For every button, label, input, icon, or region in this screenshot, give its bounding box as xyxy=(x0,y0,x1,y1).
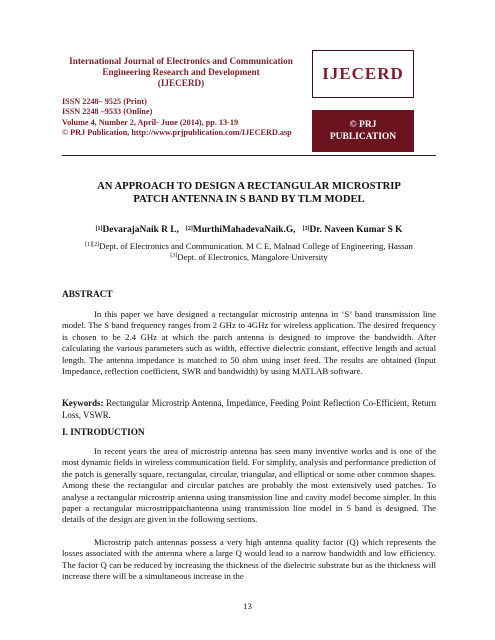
intro-paragraph: Microstrip patch antennas possess a very high antenna quality factor (Q) which represents the losses associated with the antenna where a large Q would lead to a narrow bandwidth and low efficiency. The factor Q can be reduced by increasing the thickness of the dielectric substrate but as the thickness will increase there will be a simultaneous increase in the xyxy=(62,537,436,582)
header-divider xyxy=(62,155,436,156)
page-number: 13 xyxy=(243,601,252,611)
issn-online: ISSN 2248 –9533 (Online) xyxy=(62,107,153,117)
publisher-badge-line: © PRJ xyxy=(349,119,377,130)
section-heading: I. INTRODUCTION xyxy=(62,428,145,438)
title-line: AN APPROACH TO DESIGN A RECTANGULAR MICROSTRIP xyxy=(97,181,401,192)
title-line: PATCH ANTENNA IN S BAND BY TLM MODEL xyxy=(133,194,365,206)
intro-paragraph: In recent years the area of microstrip antenna has seen many inventive works and is one of the most dynamic fields in wireless communication field. For simplify, analysis and performance prediction of the patch is generally square, rectangular, circular, triangular, and elliptical or some other common shapes. Among these the rectangular and circular patches are probably the most extensively used patches. To analyse a rectangular microstrip antenna using transmission line and cavity model become simpler. In this paper a rectangular microstrippatchantenna using transmission line model in S band is designed. The details of the design are given in the following sections. xyxy=(62,446,436,525)
journal-logo-text: IJECERD xyxy=(322,64,404,83)
keywords xyxy=(62,398,436,422)
publisher-badge-line: PUBLICATION xyxy=(329,132,397,142)
author-name: DevarajaNaik R L, xyxy=(102,225,179,235)
affiliation-text: Dept. of Electronics and Communication. M C E, Malnad College of Engineering, Hassan xyxy=(99,241,413,251)
journal-line: (IJECERD) xyxy=(157,78,205,89)
keywords-text: Rectangular Microstrip Antenna, Impedance, Feeding Point Reflection Co-Efficient, Return Loss, VSWR. xyxy=(62,398,437,420)
author-marker: [3] xyxy=(302,226,310,232)
affiliation-marker: [3] xyxy=(170,253,178,260)
paper-title xyxy=(62,180,436,207)
abstract-text: In this paper we have designed a rectangular microstrip antenna in ‘S’ band transmission line model. The S band frequency ranges from 2 GHz to 4GHz for wireless application. The desired frequency is chosen to be 2.4 GHz at which the patch antenna is designed to improve the bandwidth. After calculating the various parameters such as width, effective dielectric constant, effective length and actual length. The antenna impedance is matched to 50 ohm using inset feed. The results are obtained (Input Impedance, reflection coefficient, SWR and bandwidth) by using MATLAB software. xyxy=(62,309,436,377)
issn-block xyxy=(62,97,292,139)
affiliation-line xyxy=(62,252,436,263)
journal-name xyxy=(62,56,300,90)
keywords-label: Keywords: xyxy=(62,398,104,408)
affiliation-marker: [1][2] xyxy=(85,242,100,248)
publisher-badge xyxy=(312,110,414,152)
journal-line: Engineering Research and Development xyxy=(102,67,260,78)
author-list xyxy=(62,224,436,236)
author-marker: [1] xyxy=(95,226,103,232)
author-name: MurthiMahadevaNaik.G, xyxy=(192,225,296,235)
author-name: Dr. Naveen Kumar S K xyxy=(309,225,403,235)
journal-logo xyxy=(312,50,414,98)
affiliations xyxy=(62,241,436,264)
publisher-url: © PRJ Publication, http://www.prjpublication.com/IJECERD.asp xyxy=(62,128,292,138)
author-marker: [2] xyxy=(185,226,193,232)
affiliation-text: Dept. of Electronics, Mangalore University xyxy=(177,252,328,263)
issn-print: ISSN 2248– 9525 (Print) xyxy=(62,97,147,106)
volume-info: Volume 4, Number 2, April- June (2014), pp. 13-19 xyxy=(62,117,239,127)
abstract-heading: ABSTRACT xyxy=(62,290,113,300)
journal-line: International Journal of Electronics and Communication xyxy=(69,56,293,66)
affiliation-line xyxy=(62,241,436,252)
